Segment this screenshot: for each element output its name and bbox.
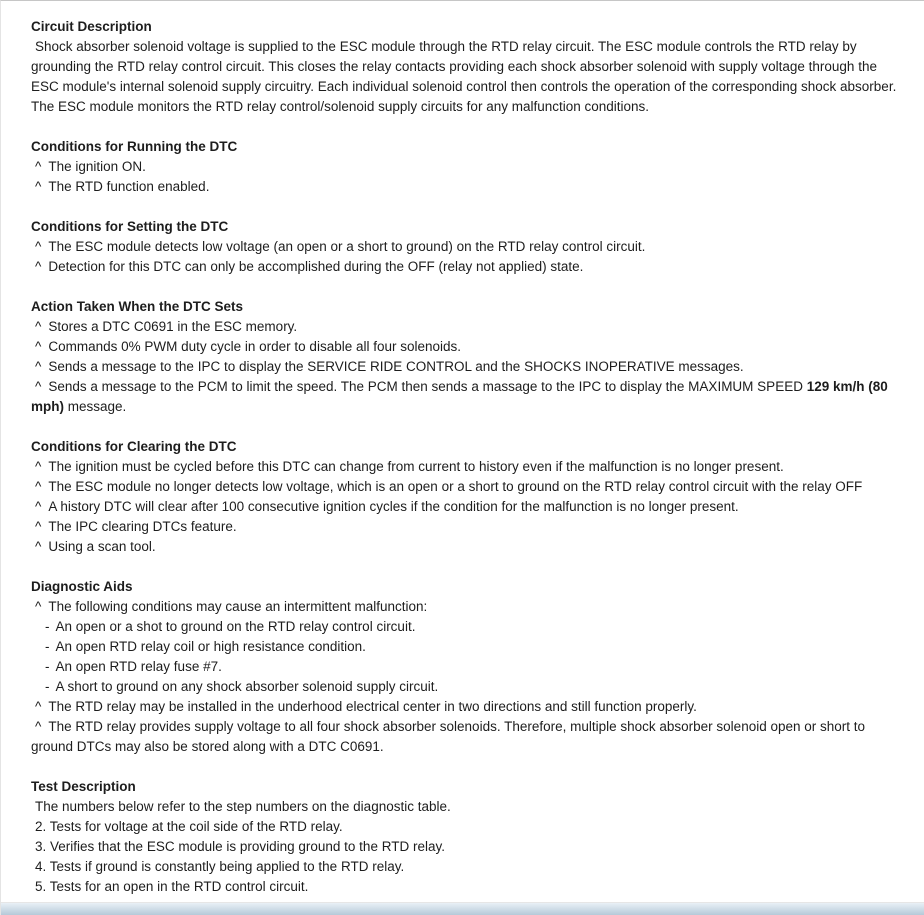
- section-heading: Test Description: [31, 779, 136, 794]
- text-line: [31, 817, 906, 837]
- bullet-item: [31, 597, 906, 617]
- bullet-item: [31, 517, 906, 537]
- bullet-item: [31, 497, 906, 517]
- text-run: Using a scan tool.: [48, 539, 156, 554]
- text-run: Commands 0% PWM duty cycle in order to disable all four solenoids.: [48, 339, 462, 354]
- text-run: message.: [64, 399, 127, 414]
- bullet-marker: ^: [35, 699, 42, 714]
- text-run: The ESC module detects low voltage (an open or a short to ground) on the RTD relay control circuit.: [48, 239, 646, 254]
- text-run: The RTD relay provides supply voltage to all four shock absorber solenoids. Therefore, multiple shock absorber solenoid open or short to ground DTCs may also be stored along with a DTC C0691.: [31, 719, 869, 754]
- dash-marker: -: [45, 639, 50, 654]
- sub-bullet-item: [31, 657, 906, 677]
- bullet-item: [31, 457, 906, 477]
- dash-marker: -: [45, 679, 50, 694]
- text-line: [31, 837, 906, 857]
- text-run: Detection for this DTC can only be accomplished during the OFF (relay not applied) state.: [48, 259, 584, 274]
- sub-bullet-item: [31, 617, 906, 637]
- text-line: [31, 857, 906, 877]
- bullet-marker: ^: [35, 519, 42, 534]
- text-run: The IPC clearing DTCs feature.: [48, 519, 237, 534]
- bullet-item: [31, 237, 906, 257]
- document-section: [31, 217, 906, 277]
- bullet-item: [31, 357, 906, 377]
- document-body: [1, 1, 924, 897]
- document-section: [31, 297, 906, 417]
- bullet-item: [31, 317, 906, 337]
- text-run: A short to ground on any shock absorber solenoid supply circuit.: [55, 679, 439, 694]
- bullet-item: [31, 177, 906, 197]
- bullet-marker: ^: [35, 539, 42, 554]
- document-section: [31, 437, 906, 557]
- text-run: An open or a shot to ground on the RTD relay control circuit.: [55, 619, 416, 634]
- sub-bullet-item: [31, 637, 906, 657]
- bullet-marker: ^: [35, 179, 42, 194]
- document-section: [31, 577, 906, 757]
- bullet-marker: ^: [35, 319, 42, 334]
- bullet-marker: ^: [35, 379, 42, 394]
- document-section: [31, 777, 906, 897]
- text-run: An open RTD relay coil or high resistance condition.: [55, 639, 366, 654]
- bullet-item: [31, 157, 906, 177]
- section-heading: Conditions for Clearing the DTC: [31, 439, 237, 454]
- section-heading: Circuit Description: [31, 19, 152, 34]
- text-run: 4. Tests if ground is constantly being applied to the RTD relay.: [35, 859, 405, 874]
- text-run: Shock absorber solenoid voltage is supplied to the ESC module through the RTD relay circuit. The ESC module controls the RTD relay by grounding the RTD relay control circuit. This closes the relay contacts providing each shock absorber solenoid with supply voltage through the ESC module's internal solenoid supply circuitry. Each individual solenoid control then controls the operation of the corresponding shock absorber. The ESC module monitors the RTD relay control/solenoid supply circuits for any malfunction conditions.: [31, 39, 900, 114]
- horizontal-scrollbar[interactable]: [1, 902, 924, 915]
- text-line: [31, 797, 906, 817]
- section-heading: Conditions for Setting the DTC: [31, 219, 229, 234]
- text-run: Sends a message to the IPC to display the SERVICE RIDE CONTROL and the SHOCKS INOPERATIVE messages.: [48, 359, 744, 374]
- bullet-marker: ^: [35, 259, 42, 274]
- text-run: The following conditions may cause an intermittent malfunction:: [48, 599, 428, 614]
- text-run: Sends a message to the PCM to limit the speed. The PCM then sends a massage to the IPC to display the MAXIMUM SPEED: [48, 379, 807, 394]
- text-run: 129 km/h (80 mph): [31, 379, 892, 414]
- text-run: The ESC module no longer detects low voltage, which is an open or a short to ground on the RTD relay control circuit with the relay OFF: [48, 479, 863, 494]
- text-run: Stores a DTC C0691 in the ESC memory.: [48, 319, 298, 334]
- text-run: The RTD relay may be installed in the underhood electrical center in two directions and still function properly.: [48, 699, 697, 714]
- section-heading: Action Taken When the DTC Sets: [31, 299, 244, 314]
- bullet-item: [31, 717, 906, 757]
- text-line: [31, 877, 906, 897]
- text-run: The numbers below refer to the step numbers on the diagnostic table.: [35, 799, 451, 814]
- bullet-item: [31, 697, 906, 717]
- section-heading: Diagnostic Aids: [31, 579, 133, 594]
- bullet-marker: ^: [35, 719, 42, 734]
- bullet-item: [31, 477, 906, 497]
- bullet-marker: ^: [35, 159, 42, 174]
- text-run: A history DTC will clear after 100 consecutive ignition cycles if the condition for the malfunction is no longer present.: [48, 499, 739, 514]
- bullet-marker: ^: [35, 339, 42, 354]
- text-run: 5. Tests for an open in the RTD control circuit.: [35, 879, 309, 894]
- section-heading: Conditions for Running the DTC: [31, 139, 238, 154]
- bullet-item: [31, 257, 906, 277]
- bullet-marker: ^: [35, 599, 42, 614]
- document-section: [31, 137, 906, 197]
- text-run: 3. Verifies that the ESC module is providing ground to the RTD relay.: [35, 839, 445, 854]
- bullet-marker: ^: [35, 359, 42, 374]
- paragraph: [31, 37, 906, 117]
- dash-marker: -: [45, 619, 50, 634]
- dash-marker: -: [45, 659, 50, 674]
- text-run: The RTD function enabled.: [48, 179, 210, 194]
- document-section: [31, 17, 906, 117]
- bullet-item: [31, 537, 906, 557]
- bullet-marker: ^: [35, 499, 42, 514]
- bullet-item: [31, 337, 906, 357]
- text-run: The ignition ON.: [48, 159, 146, 174]
- bullet-marker: ^: [35, 459, 42, 474]
- bullet-marker: ^: [35, 239, 42, 254]
- bullet-item: [31, 377, 906, 417]
- bullet-marker: ^: [35, 479, 42, 494]
- text-run: 2. Tests for voltage at the coil side of the RTD relay.: [35, 819, 343, 834]
- sub-bullet-item: [31, 677, 906, 697]
- text-run: The ignition must be cycled before this DTC can change from current to history even if the malfunction is no longer present.: [48, 459, 784, 474]
- text-run: An open RTD relay fuse #7.: [55, 659, 222, 674]
